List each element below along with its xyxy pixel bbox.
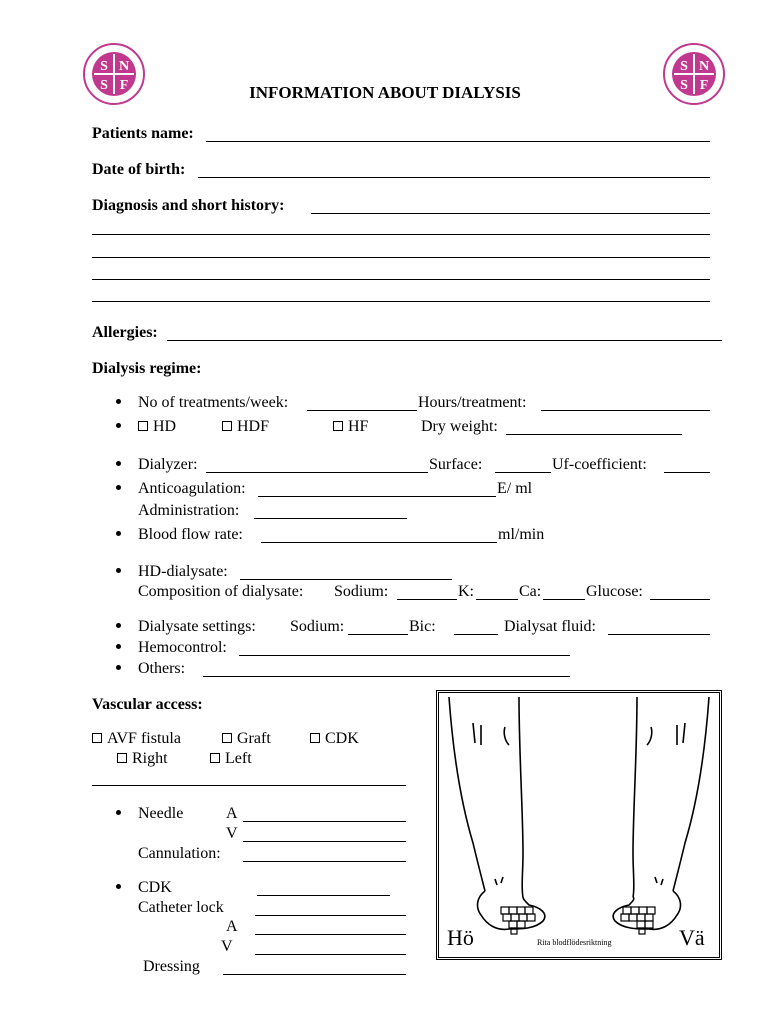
glucose-field[interactable] <box>650 599 710 600</box>
bullet <box>116 399 121 404</box>
vascular-access-heading: Vascular access: <box>92 696 203 713</box>
hdf-label: HDF <box>237 418 270 435</box>
hdf-checkbox[interactable] <box>222 421 232 431</box>
diagram-caption: Rita blodflödesriktning <box>537 938 612 947</box>
needle-v-label: V <box>226 825 238 842</box>
bullet <box>116 884 121 889</box>
uf-coefficient-label: Uf-coefficient: <box>552 456 647 473</box>
dressing-label: Dressing <box>143 958 200 975</box>
graft-checkbox[interactable] <box>222 733 232 743</box>
bic-field[interactable] <box>454 634 498 635</box>
needle-v-field[interactable] <box>243 841 406 842</box>
diagnosis-field-3[interactable] <box>92 257 710 258</box>
hemocontrol-label: Hemocontrol: <box>138 639 227 656</box>
diagnosis-field-4[interactable] <box>92 279 710 280</box>
date-of-birth-label: Date of birth: <box>92 161 186 178</box>
anticoagulation-unit: E/ ml <box>497 480 533 497</box>
hf-option[interactable] <box>333 419 368 435</box>
diagnosis-label: Diagnosis and short history: <box>92 197 285 214</box>
hd-option[interactable] <box>138 419 176 435</box>
bullet <box>116 623 121 628</box>
hdf-option[interactable] <box>222 419 269 435</box>
dry-weight-field[interactable] <box>506 434 682 435</box>
composition-label: Composition of dialysate: <box>138 583 304 600</box>
allergies-field[interactable] <box>167 340 722 341</box>
svg-text:S: S <box>100 78 108 93</box>
administration-field[interactable] <box>254 518 407 519</box>
hours-treatment-field[interactable] <box>541 410 710 411</box>
bullet <box>116 485 121 490</box>
administration-label: Administration: <box>138 502 240 519</box>
left-option[interactable] <box>210 751 252 767</box>
patients-name-field[interactable] <box>206 141 710 142</box>
hd-checkbox[interactable] <box>138 421 148 431</box>
bic-label: Bic: <box>409 618 436 635</box>
avf-fistula-label: AVF fistula <box>107 730 181 747</box>
surface-label: Surface: <box>429 456 483 473</box>
graft-option[interactable] <box>222 731 271 747</box>
catheter-lock-field[interactable] <box>255 915 406 916</box>
hf-label: HF <box>348 418 369 435</box>
svg-text:N: N <box>118 59 130 74</box>
svg-text:S: S <box>680 78 688 93</box>
treatments-week-label: No of treatments/week: <box>138 394 289 411</box>
uf-coefficient-field[interactable] <box>664 472 710 473</box>
catheter-a-label: A <box>226 918 238 935</box>
right-checkbox[interactable] <box>117 753 127 763</box>
dry-weight-label: Dry weight: <box>421 418 498 435</box>
arms-illustration <box>439 693 719 957</box>
dialyzer-label: Dialyzer: <box>138 456 198 473</box>
ca-label: Ca: <box>519 583 542 600</box>
cdk-bullet-label: CDK <box>138 879 172 896</box>
right-arm-label: Hö <box>447 925 474 950</box>
hours-treatment-label: Hours/treatment: <box>418 394 527 411</box>
catheter-v-label: V <box>221 938 233 955</box>
svg-text:S: S <box>100 59 108 74</box>
k-field[interactable] <box>476 599 518 600</box>
ca-field[interactable] <box>543 599 585 600</box>
anticoagulation-label: Anticoagulation: <box>138 480 246 497</box>
date-of-birth-field[interactable] <box>198 177 710 178</box>
bullet <box>116 644 121 649</box>
cdk-label: CDK <box>325 730 359 747</box>
sodium-label: Sodium: <box>334 583 389 600</box>
settings-sodium-field[interactable] <box>348 634 408 635</box>
others-label: Others: <box>138 660 186 677</box>
dialysis-regime-heading: Dialysis regime: <box>92 360 202 377</box>
avf-fistula-checkbox[interactable] <box>92 733 102 743</box>
bullet <box>116 423 121 428</box>
dialyzer-field[interactable] <box>206 472 428 473</box>
cdk-checkbox[interactable] <box>310 733 320 743</box>
catheter-v-field[interactable] <box>255 954 406 955</box>
hd-dialysate-field[interactable] <box>240 579 452 580</box>
cannulation-field[interactable] <box>243 861 406 862</box>
left-label: Left <box>225 750 252 767</box>
svg-text:F: F <box>699 78 709 93</box>
hemocontrol-field[interactable] <box>239 655 570 656</box>
catheter-a-field[interactable] <box>255 934 406 935</box>
others-field[interactable] <box>203 676 570 677</box>
bullet <box>116 810 121 815</box>
bullet <box>116 568 121 573</box>
diagnosis-field-5[interactable] <box>92 301 710 302</box>
diagnosis-field-2[interactable] <box>92 234 710 235</box>
treatments-week-field[interactable] <box>307 410 417 411</box>
blood-flow-rate-field[interactable] <box>261 542 497 543</box>
sodium-field[interactable] <box>397 599 457 600</box>
bullet <box>116 461 121 466</box>
avf-fistula-option[interactable] <box>92 731 181 747</box>
svg-text:S: S <box>680 59 688 74</box>
arm-diagram[interactable] <box>436 690 722 960</box>
allergies-label: Allergies: <box>92 324 158 341</box>
needle-a-label: A <box>226 805 238 822</box>
vascular-note-field[interactable] <box>92 785 406 786</box>
dressing-field[interactable] <box>223 974 406 975</box>
dialysate-settings-label: Dialysate settings: <box>138 618 256 635</box>
blood-flow-unit: ml/min <box>498 526 545 543</box>
catheter-lock-label: Catheter lock <box>138 899 224 916</box>
anticoagulation-field[interactable] <box>258 496 496 497</box>
diagnosis-field-1[interactable] <box>311 213 710 214</box>
hd-dialysate-label: HD-dialysate: <box>138 563 228 580</box>
svg-text:F: F <box>119 78 129 93</box>
bullet <box>116 531 121 536</box>
blood-flow-rate-label: Blood flow rate: <box>138 526 243 543</box>
right-option[interactable] <box>117 751 168 767</box>
dialysat-fluid-field[interactable] <box>608 634 710 635</box>
hd-label: HD <box>153 418 177 435</box>
surface-field[interactable] <box>495 472 551 473</box>
glucose-label: Glucose: <box>586 583 643 600</box>
cdk-option[interactable] <box>310 731 359 747</box>
cdk-field[interactable] <box>257 895 390 896</box>
svg-text:N: N <box>698 59 710 74</box>
needle-label: Needle <box>138 805 184 822</box>
k-label: K: <box>458 583 474 600</box>
needle-a-field[interactable] <box>243 821 406 822</box>
right-label: Right <box>132 750 168 767</box>
settings-sodium-label: Sodium: <box>290 618 345 635</box>
left-arm-label: Vä <box>679 925 705 950</box>
page-title: INFORMATION ABOUT DIALYSIS <box>249 83 521 102</box>
patients-name-label: Patients name: <box>92 125 194 142</box>
graft-label: Graft <box>237 730 271 747</box>
hf-checkbox[interactable] <box>333 421 343 431</box>
cannulation-label: Cannulation: <box>138 845 221 862</box>
left-checkbox[interactable] <box>210 753 220 763</box>
bullet <box>116 665 121 670</box>
dialysat-fluid-label: Dialysat fluid: <box>504 618 596 635</box>
